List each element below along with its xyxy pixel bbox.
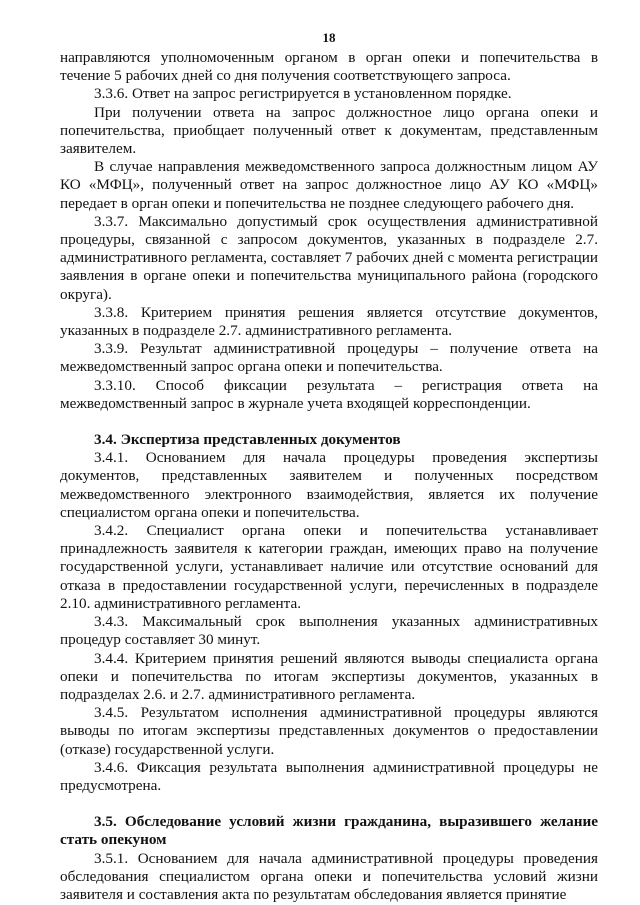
paragraph: 3.3.7. Максимально допустимый срок осуществления административной процедуры, связанной с запросом документов, указанных в подразделе 2.7. административного регламента, составляет 7 рабочих дней с момента регистрации заявления в органе опеки и попечительства муниципального района (городского округа). (60, 212, 598, 303)
paragraph: 3.3.9. Результат административной процедуры – получение ответа на межведомственный запрос органа опеки и попечительства. (60, 340, 598, 376)
paragraph: 3.4.2. Специалист органа опеки и попечительства устанавливает принадлежность заявителя к категории граждан, имеющих право на получение государственной услуги, устанавливает наличие или отсутствие оснований для отказа в предоставлении государственной услуги, перечисленных в подразделе 2.10. административного регламента. (60, 522, 598, 612)
paragraph: 3.4.3. Максимальный срок выполнения указанных административных процедур составляет 30 минут. (60, 613, 598, 649)
page-number: 18 (322, 30, 336, 45)
paragraph: 3.3.10. Способ фиксации результата – регистрация ответа на межведомственный запрос в журнале учета входящей корреспонденции. (60, 376, 598, 412)
paragraph: 3.5.1. Основанием для начала административной процедуры проведения обследования специалистом органа опеки и попечительства условий жизни заявителя и составления акта по результатам обследования является принятие (60, 849, 598, 903)
paragraph: 3.4.6. Фиксация результата выполнения административной процедуры не предусмотрена. (60, 758, 598, 794)
section-heading: 3.4. Экспертиза представленных документов (94, 431, 401, 449)
paragraph: 3.4.5. Результатом исполнения административной процедуры являются выводы по итогам экспертизы представленных документов о предоставлении (отказе) государственной услуги. (60, 704, 598, 758)
paragraph: направляются уполномоченным органом в орган опеки и попечительства в течение 5 рабочих дней со дня получения соответствующего запроса. (60, 49, 598, 85)
paragraph: 3.3.6. Ответ на запрос регистрируется в установленном порядке. (94, 85, 512, 103)
paragraph: 3.4.1. Основанием для начала процедуры проведения экспертизы документов, представленных заявителем и полученных посредством межведомственного электронного взаимодействия, является их получение специалистом органа опеки и попечительства. (60, 449, 598, 521)
paragraph: 3.3.8. Критерием принятия решения является отсутствие документов, указанных в подразделе 2.7. административного регламента. (60, 303, 598, 340)
paragraph: 3.4.4. Критерием принятия решений являются выводы специалиста органа опеки и попечительства по итогам экспертизы документов, указанных в подразделах 2.6. и 2.7. административного регламента. (60, 649, 598, 703)
section-heading: 3.5. Обследование условий жизни гражданина, выразившего желание стать опекуном (60, 813, 598, 849)
paragraph: При получении ответа на запрос должностное лицо органа опеки и попечительства, приобщает полученный ответ к документам, представленным заявителем. (60, 103, 598, 158)
paragraph: В случае направления межведомственного запроса должностным лицом АУ КО «МФЦ», полученный ответ на запрос должностное лицо АУ КО «МФЦ» передает в орган опеки и попечительства не позднее следующего рабочего дня. (60, 158, 598, 212)
